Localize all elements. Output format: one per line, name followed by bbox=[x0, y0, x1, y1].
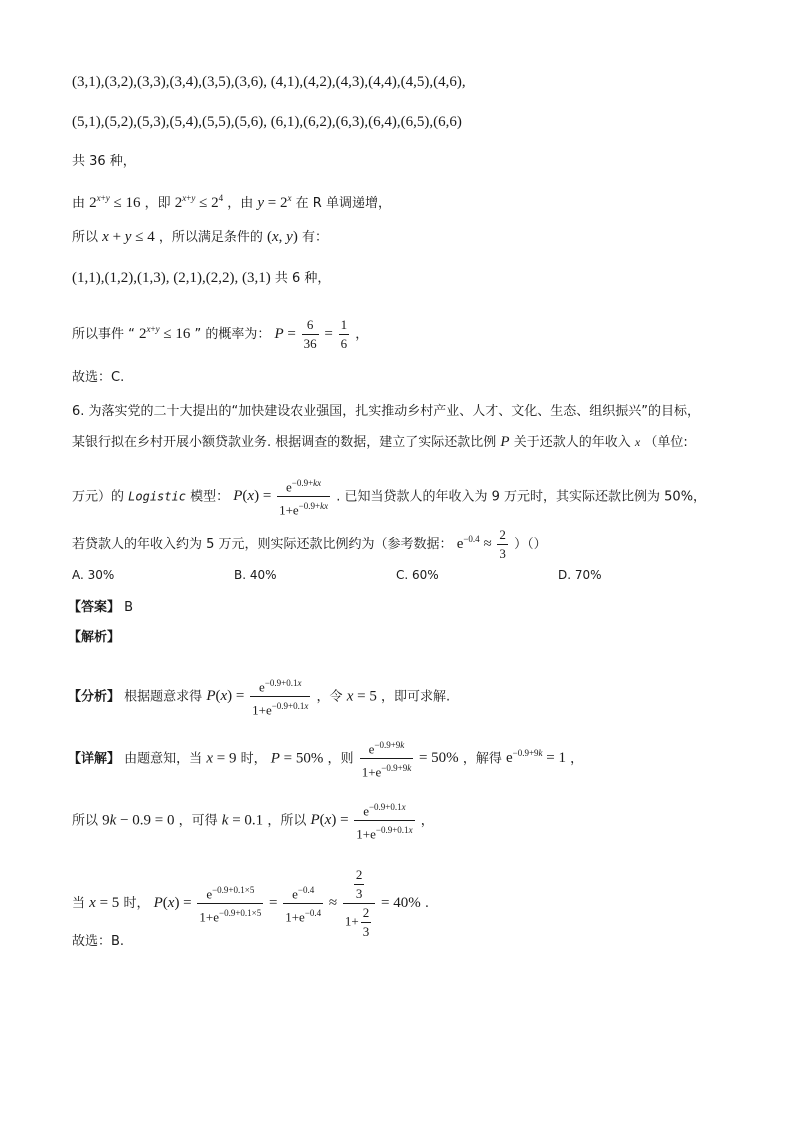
xj-x9: x = 9 bbox=[206, 750, 237, 767]
q6-line-3a: 万元）的 bbox=[72, 489, 125, 505]
q6-line-2b: 关于还款人的年收入 bbox=[513, 435, 631, 450]
cond-c: ，由 bbox=[227, 196, 254, 211]
xj-c: ，则 bbox=[327, 751, 354, 767]
q6-line-4 bbox=[72, 526, 547, 563]
so-k-d: ， bbox=[420, 813, 434, 829]
pairs-row-1: (3,1),(3,2),(3,3),(3,4),(3,5),(3,6), (4,1),(4,2),(4,3),(4,4),(4,5),(4,6), bbox=[72, 74, 466, 90]
fenxi-formula: P(x) = $\frac{e^{-0.9+0.1x}}{1+e^{-0.9+0.1x}}$ bbox=[206, 688, 312, 704]
q6-logistic: Logistic bbox=[128, 489, 186, 504]
q6-line-3b: 模型： bbox=[190, 489, 230, 505]
cond-d: 在 R 单调递增， bbox=[295, 196, 391, 211]
math-ineq-2: $2^{x+y} \le 2^4$ bbox=[174, 193, 224, 211]
valid-pairs: (1,1),(1,2),(1,3), (2,1),(2,2), (3,1) bbox=[72, 270, 271, 286]
option-d: D. 70% bbox=[558, 568, 602, 582]
xj-b: 时， bbox=[240, 751, 267, 767]
q6-line-1: 6. 为落实党的二十大提出的“加快建设农业强国，扎实推动乡村产业、人才、文化、生态、组织振兴”的目标， bbox=[72, 404, 701, 419]
when5-b: 时， bbox=[123, 895, 150, 911]
xj-eq: $\frac{e^{-0.9+9k}}{1+e^{-0.9+9k}}$ = 50% bbox=[358, 750, 459, 766]
q6-line-2a: 某银行拟在乡村开展小额贷款业务. 根据调查的数据，建立了实际还款比例 bbox=[72, 435, 497, 450]
math-x5: x = 5 bbox=[89, 894, 120, 911]
q6-line-2c: （单位: bbox=[644, 435, 688, 450]
q6-line-3c: . 已知当贷款人的年收入为 9 万元时，其实际还款比例为 50%， bbox=[336, 489, 707, 505]
so-sum-a: 所以 bbox=[72, 230, 99, 245]
so-k-line bbox=[72, 798, 434, 844]
answer-label: 【答案】 bbox=[68, 600, 121, 615]
math-pair: (x, y) bbox=[267, 229, 298, 245]
xj-d: ，解得 bbox=[462, 751, 502, 767]
math-k: k = 0.1 bbox=[221, 812, 264, 829]
when5-line bbox=[72, 866, 429, 941]
math-9k: 9k − 0.9 = 0 bbox=[102, 812, 175, 829]
fenxi-line bbox=[68, 674, 450, 720]
q6-var-p: P bbox=[500, 434, 510, 450]
math-sum: x + y ≤ 4 bbox=[102, 229, 155, 245]
so-sum-c: 有： bbox=[301, 230, 328, 245]
so-sum-b: ，所以满足条件的 bbox=[158, 230, 263, 245]
q6-var-x: x bbox=[634, 435, 641, 449]
pairs-row-2: (5,1),(5,2),(5,3),(5,4),(5,5),(5,6), (6,1),(6,2),(6,3),(6,4),(6,5),(6,6) bbox=[72, 114, 462, 130]
xiangjie-label: 【详解】 bbox=[68, 751, 121, 767]
xiangjie-line bbox=[68, 736, 583, 782]
prob-end: ， bbox=[355, 326, 369, 342]
valid-pairs-line bbox=[72, 268, 330, 289]
q6-ref: $e^{-0.4}$ ≈ $\frac{2}{3}$ bbox=[456, 527, 506, 561]
math-ineq-1: $2^{x+y} \le 16$ bbox=[89, 193, 141, 211]
math-prob: P = $\frac{6}{36}$ = $\frac{1}{6}$ bbox=[274, 317, 348, 351]
option-a: A. 30% bbox=[72, 568, 115, 582]
when5-end: . bbox=[424, 895, 429, 911]
answer-c: 故选：C. bbox=[72, 370, 125, 385]
q6-line-3 bbox=[72, 474, 706, 520]
answer-value: B bbox=[124, 600, 134, 615]
option-c: C. 60% bbox=[396, 568, 439, 582]
math-event: $2^{x+y} \le 16$ bbox=[139, 323, 191, 342]
fenxi-label: 【分析】 bbox=[68, 689, 121, 705]
cond-a: 由 bbox=[72, 196, 86, 211]
cond-b: ，即 bbox=[144, 196, 171, 211]
answer-line bbox=[68, 598, 133, 618]
fenxi-c: ，即可求解. bbox=[380, 689, 451, 705]
q6-line-4b: ）（） bbox=[514, 536, 547, 552]
so-k-b: ，可得 bbox=[178, 813, 218, 829]
probability-line bbox=[72, 316, 368, 353]
math-func: $y = 2^x$ bbox=[257, 193, 292, 211]
prob-b: ” 的概率为： bbox=[194, 326, 271, 342]
fenxi-a: 根据题意求得 bbox=[124, 689, 203, 705]
fenxi-b: ，令 bbox=[316, 689, 343, 705]
analysis-label: 【解析】 bbox=[68, 630, 121, 645]
option-b: B. 40% bbox=[234, 568, 277, 582]
xj-a: 由题意知，当 bbox=[124, 751, 203, 767]
q6-line-2 bbox=[72, 432, 688, 453]
math-px: P(x) = $\frac{e^{-0.9+0.1x}}{1+e^{-0.9+0.1x}}$ bbox=[310, 812, 416, 828]
q6-line-4a: 若贷款人的年收入约为 5 万元，则实际还款比例约为（参考数据： bbox=[72, 536, 453, 552]
sum-line bbox=[72, 227, 328, 248]
xj-p50: P = 50% bbox=[270, 750, 324, 767]
prob-a: 所以事件 “ bbox=[72, 326, 135, 342]
xj-solve: $e^{-0.9+9k} = 1$ bbox=[505, 748, 567, 767]
condition-line bbox=[72, 188, 391, 214]
xj-e: ， bbox=[570, 751, 584, 767]
q6-model: P(x) = $\frac{e^{-0.9+kx}}{1+e^{-0.9+kx}}$ bbox=[233, 488, 332, 504]
math-final: P(x) = $\frac{e^{-0.9+0.1\times 5}}{1+e^{-0.9+0.1\times 5}}$ = $\frac{e^{-0.4}}{1+e^{-0.4}}$ ≈ $\frac{2}{3}$ 1+ $\frac{2}{3}$ = 40% bbox=[153, 867, 421, 939]
fenxi-x5: x = 5 bbox=[346, 688, 377, 705]
valid-count: 共 6 种， bbox=[274, 271, 331, 286]
so-k-a: 所以 bbox=[72, 813, 99, 829]
total-count: 共 36 种， bbox=[72, 154, 136, 169]
answer-b: 故选：B. bbox=[72, 934, 125, 949]
so-k-c: ，所以 bbox=[267, 813, 307, 829]
when5-a: 当 bbox=[72, 895, 86, 911]
